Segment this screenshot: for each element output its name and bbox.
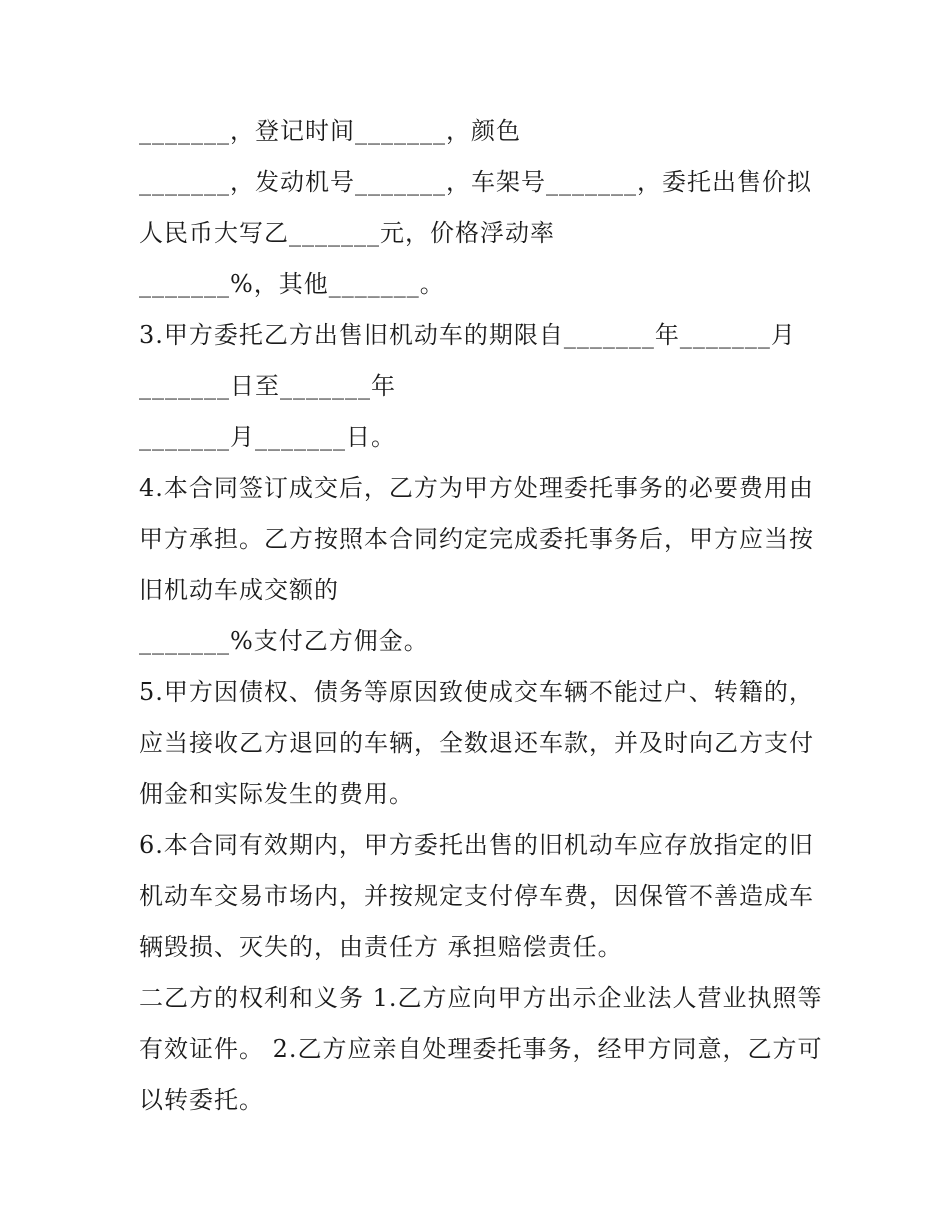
- text-line-1: _______，登记时间_______，颜色: [139, 117, 521, 145]
- clause-4-line-2: 甲方承担。乙方按照本合同约定完成委托事务后，甲方应当按: [139, 525, 814, 553]
- clause-6-line-2: 机动车交易市场内，并按规定支付停车费，因保管不善造成车: [139, 882, 814, 910]
- clause-5-line-1: 5.甲方因债权、债务等原因致使成交车辆不能过户、转籍的，: [139, 678, 814, 706]
- contract-text: [139, 106, 829, 1126]
- clause-4-line-1: 4.本合同签订成交后，乙方为甲方处理委托事务的必要费用由: [139, 474, 814, 502]
- clause-4-line-3: 旧机动车成交额的: [139, 576, 339, 604]
- clause-3-line-1: 3.甲方委托乙方出售旧机动车的期限自_______年_______月: [139, 321, 796, 349]
- section-2-line-2: 有效证件。 2.乙方应亲自处理委托事务，经甲方同意，乙方可: [139, 1035, 823, 1063]
- clause-6-line-1: 6.本合同有效期内，甲方委托出售的旧机动车应存放指定的旧: [139, 831, 814, 859]
- text-line-2: _______，发动机号_______，车架号_______，委托出售价拟: [139, 168, 812, 196]
- clause-6-line-3: 辆毁损、灭失的，由责任方 承担赔偿责任。: [139, 933, 623, 961]
- text-line-3: 人民币大写乙_______元，价格浮动率: [139, 219, 555, 247]
- clause-3-line-3: _______月_______日。: [139, 423, 396, 451]
- text-line-4: _______%，其他_______。: [139, 270, 445, 298]
- clause-5-line-2: 应当接收乙方退回的车辆，全数退还车款，并及时向乙方支付: [139, 729, 814, 757]
- clause-3-line-2: _______日至_______年: [139, 372, 396, 400]
- clause-5-line-3: 佣金和实际发生的费用。: [139, 780, 414, 808]
- section-2-line-3: 以转委托。: [139, 1086, 264, 1114]
- section-2-line-1: 二乙方的权利和义务 1.乙方应向甲方出示企业法人营业执照等: [139, 984, 823, 1012]
- clause-4-line-4: _______%支付乙方佣金。: [139, 627, 429, 655]
